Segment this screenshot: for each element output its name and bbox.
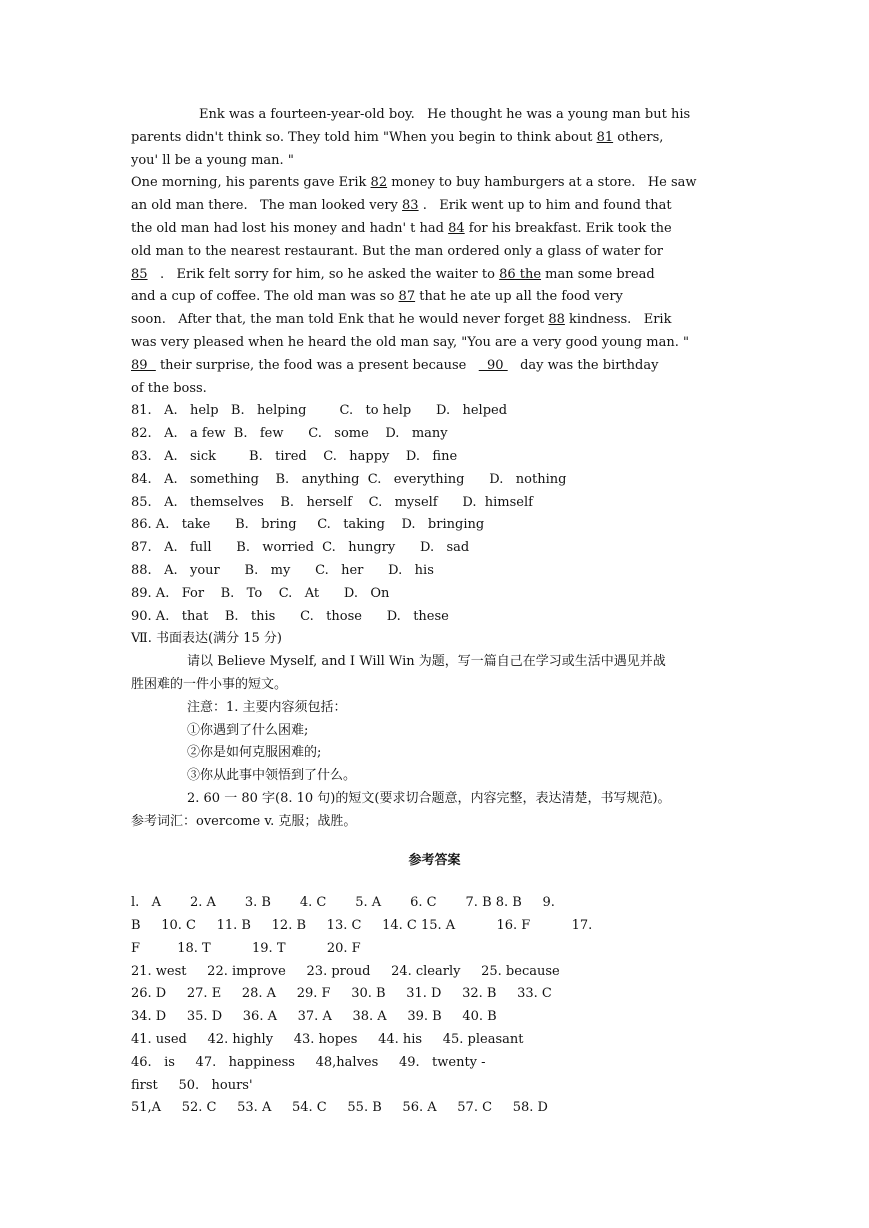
writing-note-item: ②你是如何克服困难的; xyxy=(187,745,322,761)
answer-line: 51,A 52. C 53. A 54. C 55. B 56. A 57. C 58. D xyxy=(131,1100,548,1116)
answer-line: F 18. T 19. T 20. F xyxy=(131,940,361,956)
section-heading: Ⅶ. 书面表达(满分 15 分) xyxy=(131,631,282,647)
question-item: 90. A. that B. this C. those D. these xyxy=(131,608,449,624)
blank-86: 86 the xyxy=(499,266,542,282)
answer-list xyxy=(131,892,738,1120)
question-item: 83. A. sick B. tired C. happy D. fine xyxy=(131,448,458,464)
passage-line: of the boss. xyxy=(131,380,207,396)
blank-81: 81 xyxy=(596,129,614,145)
answer-title: 参考答案 xyxy=(408,852,461,868)
writing-note-item: ①你遇到了什么困难; xyxy=(187,722,309,738)
answer-line: 21. west 22. improve 23. proud 24. clearly 25. because xyxy=(131,963,560,979)
passage-line: parents didn't think so. They told him "When you begin to think about 81 others, xyxy=(131,129,664,145)
passage-line: Enk was a fourteen-year-old boy. He thought he was a young man but his xyxy=(199,107,691,122)
answer-line: first 50. hours' xyxy=(131,1077,253,1093)
question-list xyxy=(131,400,738,628)
question-item: 87. A. full B. worried C. hungry D. sad xyxy=(131,540,470,556)
document-page xyxy=(131,104,738,1120)
answer-line: l. A 2. A 3. B 4. C 5. A 6. C 7. B 8. B 9. xyxy=(131,895,555,911)
question-item: 82. A. a few B. few C. some D. many xyxy=(131,426,448,442)
passage-line: the old man had lost his money and hadn' t had 84 for his breakfast. Erik took the xyxy=(131,220,672,236)
blank-84: 84 xyxy=(448,220,465,236)
question-item: 85. A. themselves B. herself C. myself D. himself xyxy=(131,494,533,510)
blank-89: 89 xyxy=(131,357,156,373)
passage-line: was very pleased when he heard the old man say, "You are a very good young man. " xyxy=(131,334,689,350)
question-item: 86. A. take B. bring C. taking D. bringing xyxy=(131,517,485,533)
answer-line: 34. D 35. D 36. A 37. A 38. A 39. B 40. B xyxy=(131,1009,497,1025)
passage-line: soon. After that, the man told Enk that he would never forget 88 kindness. Erik xyxy=(131,312,672,328)
question-item: 88. A. your B. my C. her D. his xyxy=(131,562,434,578)
passage-line: an old man there. The man looked very 83 . Erik went up to him and found that xyxy=(131,198,672,214)
answer-line: 46. is 47. happiness 48,halves 49. twenty - xyxy=(131,1054,486,1070)
answer-line: 41. used 42. highly 43. hopes 44. his 45. pleasant xyxy=(131,1032,524,1048)
blank-85: 85 xyxy=(131,266,148,282)
passage-line: and a cup of coffee. The old man was so 87 that he ate up all the food very xyxy=(131,289,623,305)
answer-line: 26. D 27. E 28. A 29. F 30. B 31. D 32. B 33. C xyxy=(131,986,552,1002)
passage-line: old man to the nearest restaurant. But the man ordered only a glass of water for xyxy=(131,243,664,259)
question-item: 84. A. something B. anything C. everything D. nothing xyxy=(131,471,567,487)
passage-line: 85 . Erik felt sorry for him, so he asked the waiter to 86 the man some bread xyxy=(131,266,655,282)
blank-87: 87 xyxy=(398,289,416,305)
passage-line: you' ll be a young man. " xyxy=(131,152,294,168)
blank-82: 82 xyxy=(370,175,388,191)
blank-83: 83 xyxy=(402,198,419,214)
writing-prompt: 请以 Believe Myself, and I Will Win 为题，写一篇自己在学习或生活中遇见并战 xyxy=(187,654,666,670)
vocab-hint: 参考词汇：overcome v. 克服；战胜。 xyxy=(131,813,357,829)
answer-line: B 10. C 11. B 12. B 13. C 14. C 15. A 16. F 17. xyxy=(131,918,593,934)
passage-line: One morning, his parents gave Erik 82 money to buy hamburgers at a store. He saw xyxy=(131,175,697,191)
passage-line: 89 their surprise, the food was a present because 90 day was the birthday xyxy=(131,357,659,373)
passage xyxy=(131,104,738,400)
writing-note-item: ③你从此事中领悟到了什么。 xyxy=(187,768,357,784)
writing-prompt: 胜困难的一件小事的短文。 xyxy=(131,676,288,692)
writing-note: 注意：1. 主要内容须包括： xyxy=(187,699,347,715)
writing-note-item: 2. 60 一 80 字(8. 10 句)的短文(要求切合题意，内容完整，表达清楚，书写规范)。 xyxy=(187,790,671,806)
question-item: 81. A. help B. helping C. to help D. helped xyxy=(131,403,508,419)
question-item: 89. A. For B. To C. At D. On xyxy=(131,585,390,601)
writing-section xyxy=(131,628,738,833)
blank-88: 88 xyxy=(548,312,565,328)
blank-90: 90 xyxy=(478,357,508,373)
